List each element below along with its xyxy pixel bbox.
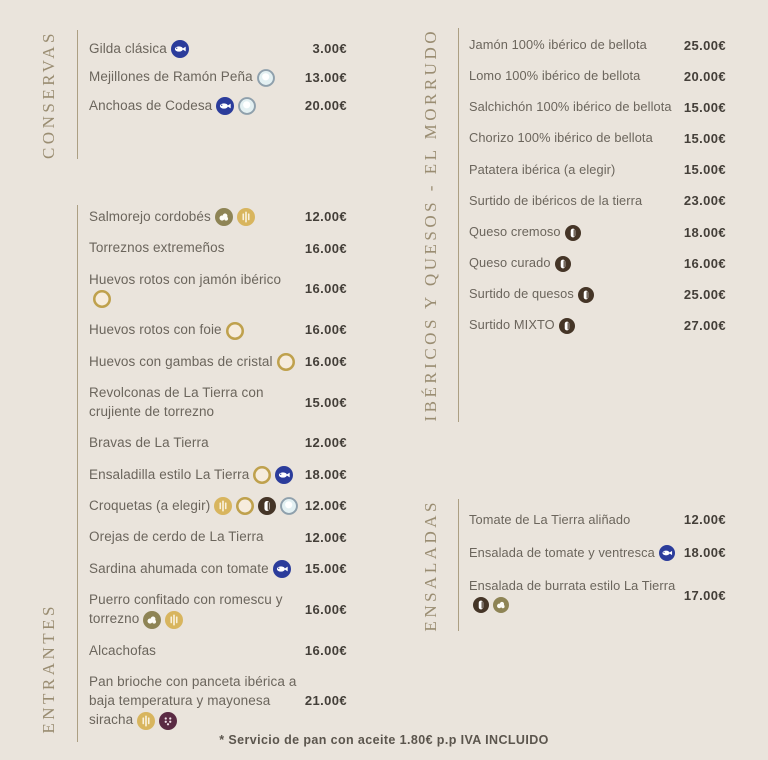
item-price: 15.00€	[683, 162, 726, 178]
item-name: Ensalada de tomate y ventresca	[469, 544, 684, 562]
item-name: Queso cremoso	[469, 223, 684, 241]
menu-item	[89, 641, 347, 660]
fish-icon	[216, 97, 234, 115]
section-items	[77, 30, 347, 159]
menu-item	[469, 577, 726, 613]
item-price: 15.00€	[304, 394, 347, 410]
item-price: 13.00€	[304, 69, 347, 85]
mollusc-icon	[280, 497, 298, 515]
item-price: 25.00€	[683, 37, 726, 53]
egg-icon	[236, 497, 254, 515]
milk-icon	[578, 287, 594, 303]
menu-item	[469, 316, 726, 334]
item-price: 27.00€	[683, 317, 726, 333]
gluten-icon	[165, 611, 183, 629]
milk-icon	[473, 597, 489, 613]
item-name: Surtido MIXTO	[469, 316, 684, 334]
fish-icon	[273, 560, 291, 578]
left-column	[20, 0, 347, 742]
item-name: Huevos con gambas de cristal	[89, 352, 305, 371]
right-column	[404, 0, 726, 631]
menu-item	[89, 352, 347, 371]
menu-item	[469, 223, 726, 241]
menu-item	[469, 67, 726, 85]
menu-item	[469, 544, 726, 562]
item-name: Patatera ibérica (a elegir)	[469, 161, 616, 177]
gluten-icon	[137, 712, 155, 730]
section-title: IBÉRICOS Y QUESOS - EL MORRUDO	[421, 28, 440, 422]
item-name: Pan brioche con panceta ibérica a baja temperatura y mayonesa siracha	[89, 672, 305, 730]
milk-icon	[565, 225, 581, 241]
menu-item	[89, 270, 347, 309]
menu-item	[89, 383, 347, 421]
item-name: Huevos rotos con jamón ibérico	[89, 270, 305, 309]
item-price: 15.00€	[683, 99, 726, 115]
mollusc-icon	[238, 97, 256, 115]
item-name: Salchichón 100% ibérico de bellota	[469, 99, 672, 115]
nut-icon	[143, 611, 161, 629]
item-price: 16.00€	[304, 281, 347, 297]
section-items	[458, 28, 726, 422]
item-price: 12.00€	[304, 498, 347, 514]
milk-icon	[559, 318, 575, 334]
item-price: 15.00€	[304, 560, 347, 576]
section-rail	[20, 30, 77, 159]
item-price: 18.00€	[683, 224, 726, 240]
item-name: Mejillones de Ramón Peña	[89, 67, 305, 86]
egg-icon	[277, 353, 295, 371]
mollusc-icon	[257, 69, 275, 87]
item-price: 23.00€	[683, 193, 726, 209]
menu-item	[89, 320, 347, 339]
egg-icon	[93, 290, 111, 308]
section-items	[77, 205, 347, 742]
menu-item	[469, 511, 726, 529]
section-conservas	[20, 30, 347, 159]
menu-item	[89, 496, 347, 515]
item-name: Chorizo 100% ibérico de bellota	[469, 130, 653, 146]
item-name: Surtido de quesos	[469, 285, 684, 303]
menu-item	[469, 36, 726, 54]
fish-icon	[659, 545, 675, 561]
menu-item	[469, 192, 726, 210]
menu-item	[89, 238, 347, 257]
section-ibericos-y-quesos	[404, 28, 726, 422]
menu-item	[89, 207, 347, 226]
item-name: Revolconas de La Tierra con crujiente de torrezno	[89, 385, 264, 420]
section-ensaladas	[404, 499, 726, 632]
menu-item	[469, 98, 726, 116]
menu-item	[89, 433, 347, 452]
item-name: Lomo 100% ibérico de bellota	[469, 68, 641, 84]
item-name: Queso curado	[469, 254, 684, 272]
gluten-icon	[214, 497, 232, 515]
menu-item	[469, 254, 726, 272]
footer-note: * Servicio de pan con aceite 1.80€ p.p IVA INCLUIDO	[219, 733, 549, 747]
item-price: 18.00€	[683, 545, 726, 561]
menu-item	[89, 39, 347, 58]
item-name: Salmorejo cordobés	[89, 207, 305, 226]
section-items	[458, 499, 726, 632]
item-price: 20.00€	[304, 98, 347, 114]
item-name: Gilda clásica	[89, 39, 312, 58]
item-name: Torreznos extremeños	[89, 240, 225, 256]
menu-item	[469, 285, 726, 303]
item-name: Sardina ahumada con tomate	[89, 559, 305, 578]
menu-item	[89, 590, 347, 629]
section-rail	[404, 499, 458, 632]
section-rail	[20, 205, 77, 742]
item-name: Tomate de La Tierra aliñado	[469, 511, 631, 527]
item-price: 3.00€	[312, 41, 347, 57]
item-name: Puerro confitado con romescu y torrezno	[89, 590, 305, 629]
item-name: Orejas de cerdo de La Tierra	[89, 529, 264, 545]
item-price: 18.00€	[304, 466, 347, 482]
item-name: Croquetas (a elegir)	[89, 496, 305, 515]
milk-icon	[555, 256, 571, 272]
menu-item	[89, 67, 347, 86]
milk-icon	[258, 497, 276, 515]
section-entrantes	[20, 205, 347, 742]
menu-item	[89, 672, 347, 730]
gluten-icon	[237, 208, 255, 226]
section-title: ENTRANTES	[38, 602, 58, 734]
menu-item	[89, 527, 347, 546]
item-price: 12.00€	[304, 529, 347, 545]
fish-icon	[275, 466, 293, 484]
section-title: CONSERVAS	[38, 30, 58, 160]
egg-icon	[253, 466, 271, 484]
item-price: 12.00€	[304, 209, 347, 225]
item-name: Huevos rotos con foie	[89, 320, 305, 339]
nut-icon	[215, 208, 233, 226]
menu-item	[89, 96, 347, 115]
item-price: 16.00€	[304, 353, 347, 369]
item-price: 16.00€	[304, 601, 347, 617]
menu-item	[89, 559, 347, 578]
item-name: Anchoas de Codesa	[89, 96, 305, 115]
egg-icon	[226, 322, 244, 340]
item-price: 16.00€	[304, 240, 347, 256]
item-price: 15.00€	[683, 131, 726, 147]
item-name: Alcachofas	[89, 642, 157, 658]
item-price: 17.00€	[683, 587, 726, 603]
item-price: 16.00€	[683, 255, 726, 271]
sesame-icon	[159, 712, 177, 730]
item-price: 16.00€	[304, 642, 347, 658]
item-price: 25.00€	[683, 286, 726, 302]
nut-icon	[493, 597, 509, 613]
item-price: 21.00€	[304, 693, 347, 709]
section-rail	[404, 28, 458, 422]
item-name: Surtido de ibéricos de la tierra	[469, 192, 643, 208]
item-name: Jamón 100% ibérico de bellota	[469, 37, 647, 52]
item-price: 12.00€	[683, 512, 726, 528]
item-price: 12.00€	[304, 435, 347, 451]
item-price: 16.00€	[304, 322, 347, 338]
item-name: Ensalada de burrata estilo La Tierra	[469, 577, 684, 613]
section-title: ENSALADAS	[421, 498, 440, 632]
item-name: Bravas de La Tierra	[89, 435, 209, 451]
item-price: 20.00€	[683, 68, 726, 84]
fish-icon	[171, 40, 189, 58]
menu-item	[469, 129, 726, 147]
menu-item	[469, 161, 726, 179]
menu-item	[89, 465, 347, 484]
item-name: Ensaladilla estilo La Tierra	[89, 465, 305, 484]
